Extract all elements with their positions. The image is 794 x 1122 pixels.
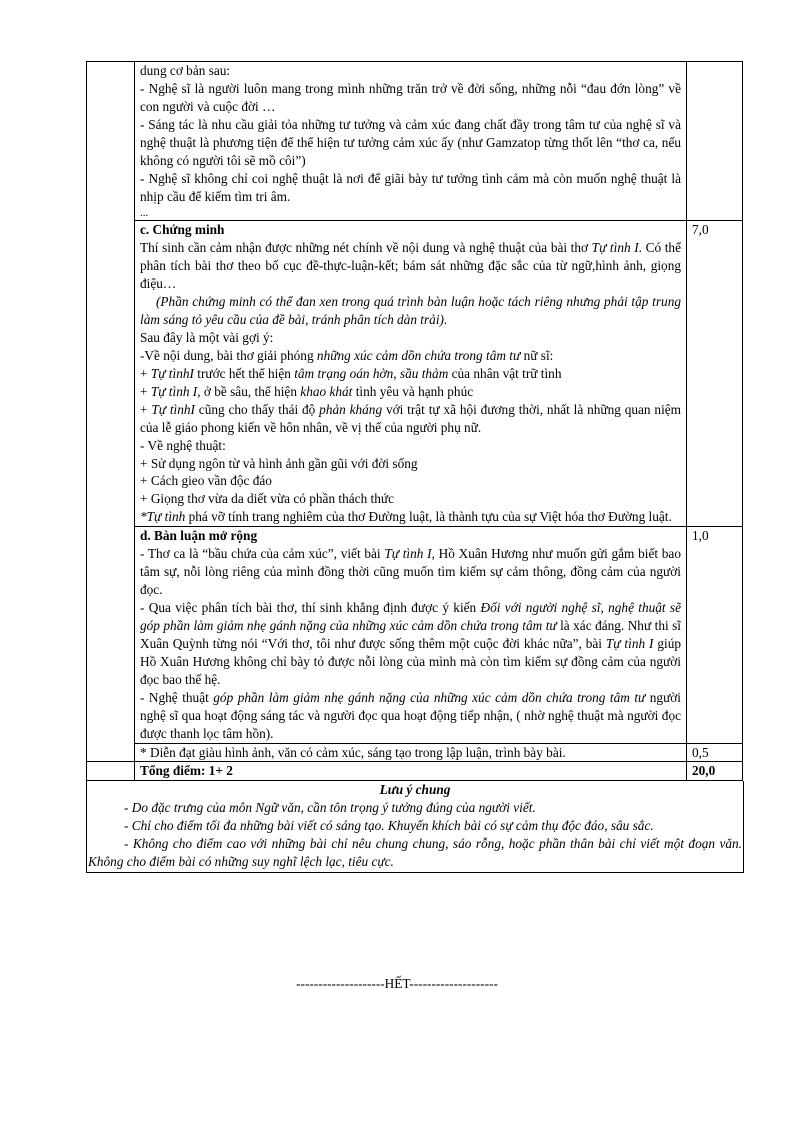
section-cell bbox=[87, 62, 135, 762]
table-row-total bbox=[87, 762, 743, 781]
content-point-2: + Tự tình I, ở bề sâu, thể hiện khao khát tình yêu và hạnh phúc bbox=[140, 383, 474, 399]
text-line: dung cơ bản sau: bbox=[140, 63, 231, 78]
text-line: - Nghệ sĩ không chỉ coi nghệ thuật là nơi để giãi bày tư tưởng tình cảm mà còn muốn nghệ thuật là nhịp cầu để kiếm tìm tri âm. bbox=[140, 170, 681, 204]
section-cell bbox=[87, 762, 135, 781]
text-span: - Nghệ thuật bbox=[140, 689, 214, 705]
note-item: - Chỉ cho điểm tối đa những bài viết có sáng tạo. Khuyến khích bài có sự cảm thụ độc đáo, sâu sắc. bbox=[124, 818, 654, 834]
poem-title: *Tự tình bbox=[140, 509, 186, 525]
text-span: . Có thể phân tích bài thơ theo bố cục đề-thực-luận-kết; bám sát những đặc sắc của từ ngữ,hình ảnh, giọng điệu… bbox=[140, 240, 681, 292]
text-span: trước hết thể hiện bbox=[193, 365, 295, 381]
score-cell: 1,0 bbox=[687, 527, 743, 743]
text-line: ... bbox=[140, 206, 149, 219]
proof-conclusion bbox=[140, 508, 681, 526]
text-span: cũng cho thấy thái độ bbox=[194, 401, 320, 417]
poem-title: Tự tình I bbox=[605, 635, 654, 651]
text-span: nữ sĩ: bbox=[520, 347, 554, 363]
table-row-discussion bbox=[87, 527, 743, 743]
text-line: - Nghệ sĩ là người luôn mang trong mình những trăn trở về đời sống, những nỗi “đau đớn lòng” về con người và cuộc đời … bbox=[140, 80, 681, 114]
discussion-heading: d. Bàn luận mở rộng bbox=[140, 528, 258, 544]
table-row-expression bbox=[87, 743, 743, 762]
content-point-1: + Tự tìnhI trước hết thể hiện tâm trạng oán hờn, sầu thảm của nhân vật trữ tình bbox=[140, 365, 562, 381]
art-line: - Về nghệ thuật: bbox=[140, 437, 226, 453]
content-point-3: + Tự tìnhI cũng cho thấy thái độ phản kháng với trật tự xã hội đương thời, nhất là những quan niệm của lễ giáo phong kiến về hôn nhân, về vị thế của người phụ nữ. bbox=[140, 401, 682, 435]
table-row-artist-role bbox=[87, 62, 743, 221]
note-item: - Không cho điểm cao với những bài chỉ nêu chung chung, sáo rỗng, hoặc phần thân bài chỉ viết một đoạn văn. Không cho điểm bài có những suy nghĩ lệch lạc, tiêu cực. bbox=[88, 836, 742, 870]
poem-title: Tự tìnhI bbox=[150, 365, 194, 381]
grading-table bbox=[86, 61, 743, 781]
text-span: - Thơ ca là “bầu chứa của cảm xúc”, viết bài bbox=[140, 546, 385, 562]
discussion-point-1 bbox=[140, 545, 681, 599]
text-span: là xác đáng. Như thi sĩ Xuân Quỳnh từng nói “Với thơ, tôi như được sống thêm một cuộc đời khác nữa”, bài bbox=[140, 617, 681, 651]
art-point-2: + Cách gieo vần độc đáo bbox=[140, 473, 272, 489]
discussion-point-3 bbox=[140, 689, 681, 743]
text-span: giúp Hồ Xuân Hương không chỉ bày tỏ được nỗi lòng của mình mà còn tìm kiếm sự đồng cảm của người đọc bao thế hệ. bbox=[140, 635, 681, 687]
proof-note: (Phần chứng minh có thể đan xen trong quá trình bàn luận hoặc tách riêng nhưng phải tập trung làm sáng tỏ yêu cầu của đề bài, tránh phân tích dàn trải). bbox=[140, 294, 681, 328]
general-notes bbox=[86, 781, 744, 873]
text-span: với trật tự xã hội đương thời, nhất là những quan niệm của lễ giáo phong kiến về hôn nhân, về vị thế của người phụ nữ. bbox=[140, 401, 682, 435]
text-span: những xúc cảm dồn chứa trong tâm tư bbox=[316, 347, 521, 363]
text-span: phá vỡ tính trang nghiêm của thơ Đường luật, là thành tựu của sự Việt hóa thơ Đường luật. bbox=[185, 509, 672, 525]
proof-suggest: Sau đây là một vài gợi ý: bbox=[140, 329, 274, 345]
text-span: tâm trạng oán hờn, sầu thảm bbox=[294, 365, 449, 381]
text-span: của nhân vật trữ tình bbox=[448, 365, 562, 381]
total-label: Tổng điểm: 1+ 2 bbox=[135, 762, 687, 781]
discussion-content bbox=[135, 527, 687, 743]
text-span: , ở bề sâu, thể hiện bbox=[197, 383, 301, 399]
answer-key-page bbox=[86, 61, 742, 873]
text-span: khao khát bbox=[300, 383, 353, 399]
text-span: phản kháng bbox=[319, 401, 383, 417]
proof-content bbox=[135, 221, 687, 527]
discussion-point-2 bbox=[140, 599, 681, 689]
proof-intro bbox=[140, 239, 681, 293]
art-point-3: + Giọng thơ vừa da diết vừa có phần thách thức bbox=[140, 491, 395, 507]
score-cell: 7,0 bbox=[687, 221, 743, 527]
text-span: -Về nội dung, bài thơ giải phóng bbox=[140, 347, 317, 363]
content-line bbox=[140, 347, 681, 365]
text-line: - Sáng tác là nhu cầu giải tỏa những tư tưởng và cảm xúc đang chất đầy trong tâm tư của nghệ sĩ và nghệ thuật là phương tiện để thể hiện tư tưởng cảm xúc ấy (như Gamzatop từng thốt lên “thơ ca, nếu không có người tôi sẽ mồ côi”) bbox=[140, 116, 681, 168]
table-row-proof bbox=[87, 221, 743, 527]
score-cell-empty bbox=[687, 62, 743, 221]
proof-heading: c. Chứng minh bbox=[140, 222, 225, 238]
artist-role-content bbox=[135, 62, 687, 221]
poem-title: Tự tình I bbox=[591, 240, 639, 256]
text-span: Đối với người nghệ sĩ, nghệ thuật sẽ góp phần làm giảm nhẹ gánh nặng của những xúc cảm dồn chứa trong tâm tư bbox=[140, 600, 682, 633]
text-span: Thí sinh cần cảm nhận được những nét chính về nội dung và nghệ thuật của bài thơ bbox=[140, 240, 592, 256]
notes-title: Lưu ý chung bbox=[379, 782, 451, 798]
poem-title: Tự tình I bbox=[384, 546, 432, 562]
expression-content: * Diễn đạt giàu hình ảnh, văn có cảm xúc, sáng tạo trong lập luận, trình bày bài. bbox=[135, 743, 687, 762]
text-span: , Hồ Xuân Hương như muốn gửi gắm biết bao tâm sự, nỗi lòng riêng của mình đồng thời cũng muốn tìm kiếm sự cảm thông, đồng cảm của người đọc. bbox=[140, 546, 681, 598]
poem-title: Tự tình I bbox=[150, 383, 198, 399]
score-cell: 0,5 bbox=[687, 743, 743, 762]
note-item: - Do đặc trưng của môn Ngữ văn, cần tôn trọng ý tưởng đúng của người viết. bbox=[124, 800, 536, 816]
text-span: - Qua việc phân tích bài thơ, thí sinh khẳng định được ý kiến bbox=[140, 600, 481, 616]
poem-title: Tự tìnhI bbox=[151, 401, 195, 417]
total-score: 20,0 bbox=[687, 762, 743, 781]
text-span: người nghệ sĩ qua hoạt động sáng tác và người đọc qua hoạt động tiếp nhận, ( nhờ nghệ thuật mà người đọc được thanh lọc tâm hồn). bbox=[140, 689, 681, 741]
art-point-1: + Sử dụng ngôn từ và hình ảnh gần gũi với đời sống bbox=[140, 455, 418, 471]
text-span: góp phần làm giảm nhẹ gánh nặng của những xúc cảm dồn chứa trong tâm tư bbox=[213, 689, 646, 705]
end-marker: --------------------HẾT-------------------- bbox=[296, 976, 498, 991]
text-span: tình yêu và hạnh phúc bbox=[352, 383, 474, 399]
